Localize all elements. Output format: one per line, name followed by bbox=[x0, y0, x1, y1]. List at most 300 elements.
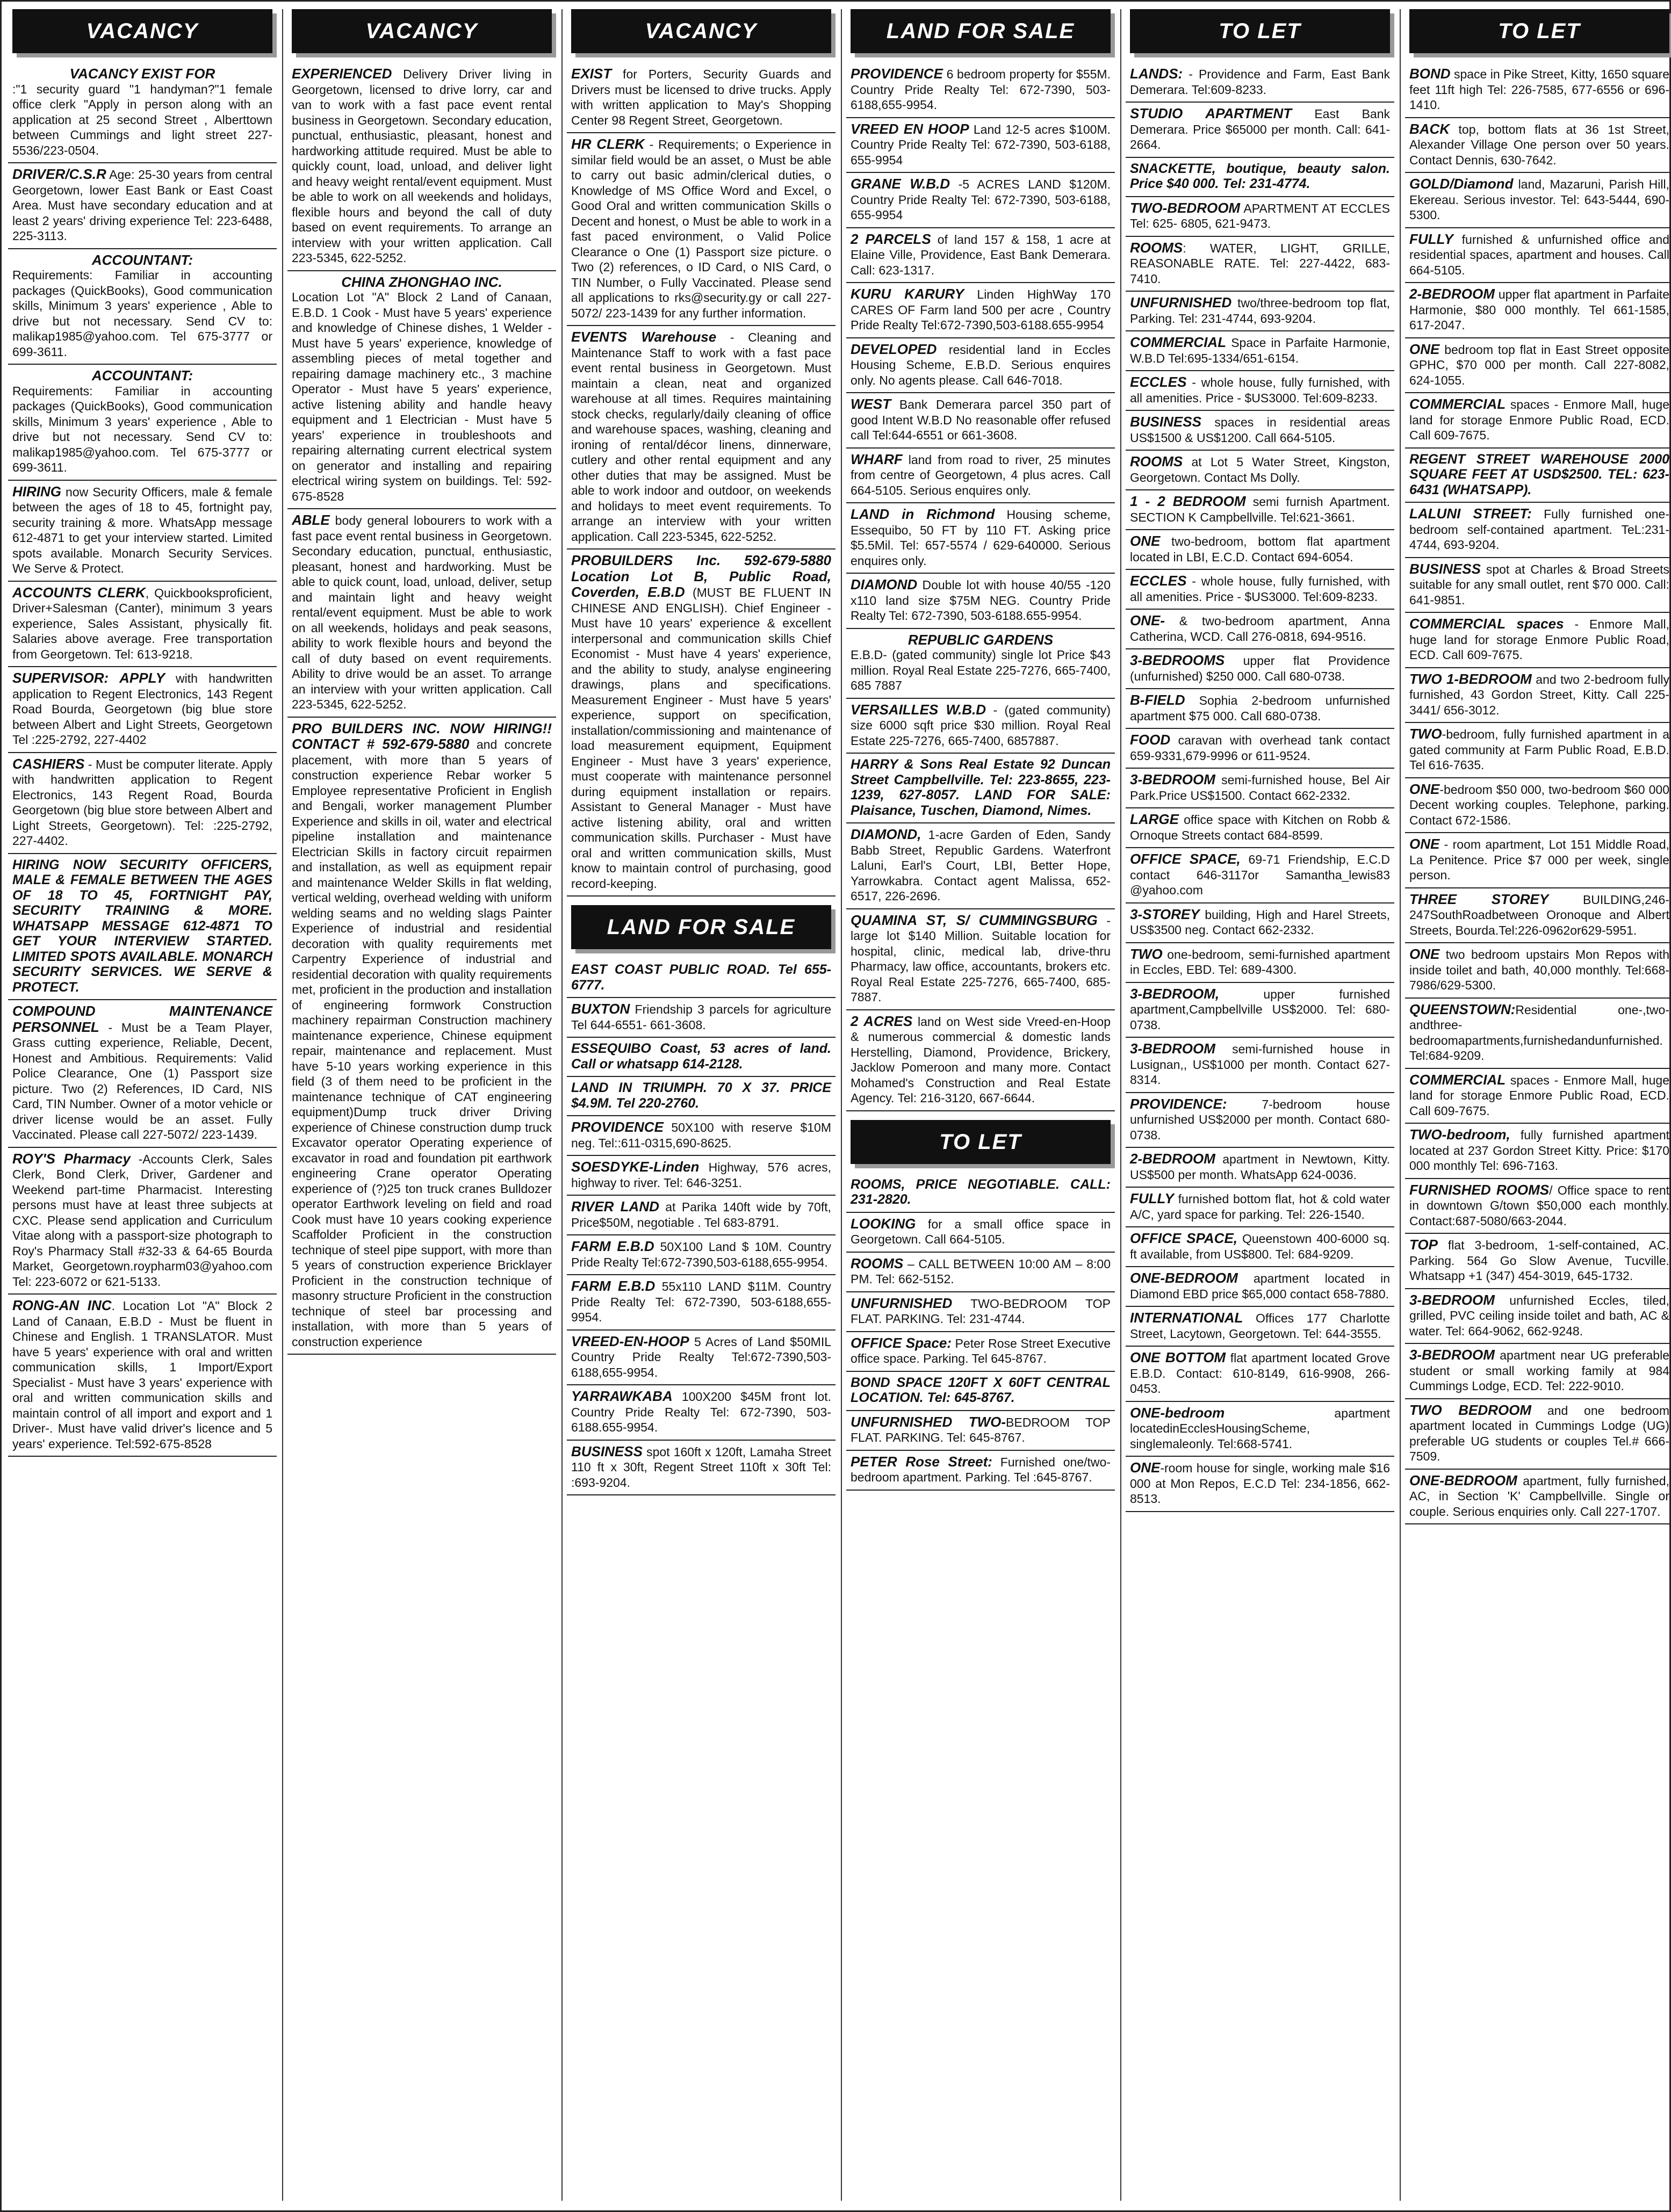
ad-heading: FULLY bbox=[1409, 230, 1453, 247]
column-divider bbox=[561, 9, 563, 2201]
classified-ad bbox=[846, 699, 1115, 754]
ad-heading: ROOMS bbox=[851, 1255, 904, 1271]
ad-heading: DEVELOPED bbox=[851, 341, 937, 357]
classified-ad bbox=[1126, 1457, 1394, 1512]
ad-heading: 2 PARCELS bbox=[851, 230, 931, 247]
ad-body: -bedroom $50 000, two-bedroom $60 000 Decent working couples. Telephone, parking. Contact 672-1586. bbox=[1409, 782, 1669, 827]
ad-heading: VREED-EN-HOOP bbox=[571, 1333, 689, 1349]
ad-body: furnished bottom flat, hot & cold water A/C, yard space for parking. Tel: 226-1540. bbox=[1130, 1192, 1390, 1221]
ad-body: - Cleaning and Maintenance Staff to work with a fast pace event rental business in Georgetown. Must maintain a clean, neat and organized warehouse at all times. Requires maintaining stock checks, regularly/daily cleaning of office and warehouse spaces, washing, cleaning and ironing of rental/décor linens, dinnerware, cutlery and other rental equipment and any other duties that may be assigned. Must be able to work indoor and outdoor, on weekends and holidays to meet event requirements. To arrange an interview with your written application. Call 223-5345, 622-5252. bbox=[571, 330, 831, 544]
ad-heading: BOND bbox=[1409, 66, 1451, 82]
classified-ad bbox=[8, 854, 277, 1001]
ad-heading: BUSINESS bbox=[571, 1443, 643, 1459]
ad-body: land, Mazaruni, Parish Hill, Ekereau. Serious investor. Tel: 643-5444, 690-5300. bbox=[1409, 177, 1669, 222]
ad-body: - Enmore Mall, huge land for storage Enmore Public Road, ECD. Call 609-7675. bbox=[1409, 617, 1669, 662]
ad-body: E.B.D- (gated community) single lot Price $43 million. Royal Real Estate 225-7276, 665-7400, 685 7887 bbox=[851, 648, 1111, 692]
classified-ad bbox=[1405, 338, 1671, 394]
ad-heading: YARRAWKABA bbox=[571, 1388, 673, 1404]
ad-heading: TWO 1-BEDROOM bbox=[1409, 670, 1532, 687]
classified-ad bbox=[567, 550, 836, 897]
classified-ad bbox=[1405, 1470, 1671, 1525]
ad-body: two bedroom upstairs Mon Repos with inside toilet and bath, 40,000 monthly. Tel:668-7986/629-5300. bbox=[1409, 948, 1669, 992]
classified-ad bbox=[1405, 1234, 1671, 1289]
ad-body: Housing scheme, Essequibo, 50 FT by 110 FT. Asking price $5.5Mil. Tel: 657-5574 / 629-640000. Serious enquires only. bbox=[851, 508, 1111, 568]
ad-heading: EXIST bbox=[571, 66, 612, 82]
classified-ad bbox=[846, 173, 1115, 228]
ad-body: 5 Acres of Land $50MIL Country Pride Realty Tel:672-7390,503-6188,655-9954. bbox=[571, 1334, 831, 1379]
classified-ad bbox=[567, 1077, 836, 1116]
classified-ad bbox=[846, 449, 1115, 504]
ad-body: 100X200 $45M front lot. Country Pride Realty Tel: 672-7390, 503-6188.655-9954. bbox=[571, 1390, 831, 1434]
classified-ad bbox=[1405, 613, 1671, 668]
ad-heading: CHINA ZHONGHAO INC. bbox=[341, 273, 502, 290]
ad-body: HARRY & Sons Real Estate 92 Duncan Street Campbellville. Tel: 223-8655, 223-1239, 627-8057. LAND FOR SALE: Plaisance, Tuschen, Diamond, Nimes. bbox=[851, 757, 1111, 818]
ad-heading: 3-BEDROOM bbox=[1409, 1347, 1495, 1363]
ad-body: 7-bedroom house unfurnished US$2000 per month. Contact 680-0738. bbox=[1130, 1097, 1390, 1142]
ad-body: space in Pike Street, Kitty, 1650 square feet 11ft high Tel: 226-7585, 677-6556 or 696-1410. bbox=[1409, 67, 1669, 112]
classified-ad bbox=[1126, 490, 1394, 530]
ad-heading: 3-BEDROOM, bbox=[1130, 985, 1220, 1002]
column-2 bbox=[287, 9, 556, 2201]
ad-heading: TOP bbox=[1409, 1237, 1438, 1253]
classified-ad bbox=[567, 133, 836, 326]
classified-ad bbox=[567, 1235, 836, 1275]
ad-body: – CALL BETWEEN 10:00 AM – 8:00 PM. Tel: 662-5152. bbox=[851, 1256, 1111, 1286]
classified-ad bbox=[287, 509, 556, 718]
ad-body: Residential one-,two-andthree-bedroomapartments,furnishedandunfurnished. Tel:684-9209. bbox=[1409, 1002, 1669, 1062]
classified-ad bbox=[8, 667, 277, 753]
ad-heading: TWO bbox=[1409, 726, 1442, 742]
ad-heading: ONE bbox=[1409, 836, 1440, 852]
ad-heading: BUXTON bbox=[571, 1001, 630, 1017]
ad-body: Queenstown 400-6000 sq. ft available, from US$800. Tel: 684-9209. bbox=[1130, 1232, 1390, 1261]
classified-ad bbox=[846, 338, 1115, 394]
ad-heading: COMPOUND MAINTENANCE PERSONNEL bbox=[12, 1003, 272, 1035]
classified-ad bbox=[846, 1372, 1115, 1411]
classified-ad bbox=[1405, 449, 1671, 503]
ad-heading: PETER Rose Street: bbox=[851, 1453, 992, 1470]
classified-ad bbox=[1405, 999, 1671, 1069]
ad-body: ROOMS, PRICE NEGOTIABLE. CALL: 231-2820. bbox=[851, 1176, 1111, 1207]
section-header: TO LET bbox=[1409, 9, 1669, 53]
ad-body: Fully furnished one-bedroom self-contained apartment. TeL:231-4744, 693-9204. bbox=[1409, 507, 1669, 552]
ad-body: -room house for single, working male $16 000 at Mon Repos, E.C.D Tel: 234-1856, 662-8513. bbox=[1130, 1461, 1390, 1506]
classified-ad bbox=[1405, 668, 1671, 724]
classified-ad bbox=[1126, 1093, 1394, 1148]
ad-heading: BUSINESS bbox=[1130, 414, 1201, 430]
ad-heading: ROY'S Pharmacy bbox=[12, 1150, 131, 1167]
classified-ad bbox=[1126, 1227, 1394, 1267]
ad-heading: ONE bbox=[1409, 780, 1440, 797]
ad-body: EAST COAST PUBLIC ROAD. Tel 655-6777. bbox=[571, 962, 831, 993]
classified-ad bbox=[1126, 689, 1394, 729]
classified-ad bbox=[1126, 848, 1394, 903]
classified-ad bbox=[846, 823, 1115, 909]
ad-body: apartment in Newtown, Kitty. US$500 per month. WhatsApp 624-0036. bbox=[1130, 1152, 1390, 1182]
classified-ad bbox=[1405, 393, 1671, 449]
ad-heading: 3-BEDROOM bbox=[1409, 1291, 1495, 1308]
ad-body: top, bottom flats at 36 1st Street, Alexander Village One person over 50 years. Contact Dennis, 630-7642. bbox=[1409, 122, 1669, 167]
classified-ad bbox=[1126, 729, 1394, 769]
ad-heading: STUDIO APARTMENT bbox=[1130, 105, 1292, 121]
ad-heading: 2 ACRES bbox=[851, 1013, 913, 1029]
ad-heading: PRO BUILDERS INC. NOW HIRING!! CONTACT # 592-679-5880 bbox=[292, 720, 552, 752]
ad-body: - Must be computer literate. Apply with handwritten application to Regent Electronics, 143 Regent Road, Bourda Georgetown (big blue store between Albert and Light Streets, Georgetown). Tel: :225-2792, 227-4402. bbox=[12, 757, 272, 848]
classified-ad bbox=[567, 1331, 836, 1386]
section-header: TO LET bbox=[1130, 9, 1390, 53]
ad-heading: ONE bbox=[1409, 946, 1440, 962]
classified-ad bbox=[8, 481, 277, 582]
classified-ad bbox=[1405, 778, 1671, 834]
classified-ad bbox=[1126, 983, 1394, 1038]
section-header: VACANCY bbox=[292, 9, 552, 53]
ad-heading: TWO BEDROOM bbox=[1409, 1401, 1532, 1418]
classified-ad bbox=[1126, 903, 1394, 943]
classified-ad bbox=[846, 283, 1115, 338]
ad-body: spaces in residential areas US$1500 & US$1200. Call 664-5105. bbox=[1130, 415, 1390, 445]
classified-ad bbox=[1405, 173, 1671, 228]
classified-ad bbox=[567, 998, 836, 1038]
classified-ad bbox=[1126, 1188, 1394, 1227]
ad-body: apartment near UG preferable student or small working family at 984 Cummings Lodge, ECD. Tel: 222-9010. bbox=[1409, 1348, 1669, 1393]
ad-body: :"1 security guard "1 handyman?"1 female office clerk "Apply in person along with an application at 25 second Street , Alberttown between Cummings and light street 227-5536/223-0504. bbox=[12, 82, 272, 157]
classified-ad bbox=[1126, 610, 1394, 649]
ad-body: 69-71 Friendship, E.C.D contact 646-3117or Samantha_lewis83 @yahoo.com bbox=[1130, 852, 1390, 897]
classified-ad bbox=[1405, 1179, 1671, 1234]
section-header: TO LET bbox=[851, 1120, 1111, 1164]
ad-body: APARTMENT AT ECCLES Tel: 625- 6805, 621-9473. bbox=[1130, 201, 1390, 230]
ad-body: 50X100 with reserve $10M neg. Tel::611-0315,690-8625. bbox=[571, 1121, 831, 1150]
ad-body: -Accounts Clerk, Sales Clerk, Bond Clerk, Driver, Gardener and Weekend part-time Pharmacist. Interesting persons must have at least three subjects at CXC. Please send application and Curriculum Vitae along with a passport-size photograph to Roy's Pharmacy Stall #32-33 & 64-65 Bourda Market, Georgetown.roypharm03@yahoo.com Tel: 223-6072 or 621-5133. bbox=[12, 1152, 273, 1289]
ad-heading: ROOMS bbox=[1130, 239, 1183, 256]
ad-heading: ONE-BEDROOM bbox=[1409, 1472, 1517, 1488]
ad-body: -bedroom, fully furnished apartment in a gated community at Farm Public Road, E.B.D. Tel 616-7635. bbox=[1409, 727, 1669, 772]
classified-ad bbox=[567, 1156, 836, 1196]
ad-body: : WATER, LIGHT, GRILLE, REASONABLE RATE. Tel: 227-4422, 683-7410. bbox=[1130, 241, 1390, 286]
ad-body: BUILDING,246-247SouthRoadbetween Oronoque and Albert Streets, Bourda.Tel:226-0962or629-5951. bbox=[1409, 892, 1670, 937]
ad-heading: THREE STOREY bbox=[1409, 891, 1549, 907]
ad-heading: FULLY bbox=[1130, 1190, 1174, 1206]
ad-body: - whole house, fully furnished, with all amenities. Price - $US3000. Tel:609-8233. bbox=[1130, 375, 1390, 405]
ad-heading: ACCOUNTS CLERK bbox=[12, 584, 146, 601]
classified-ad bbox=[567, 1275, 836, 1331]
ad-heading: 3-BEDROOM bbox=[1130, 1040, 1215, 1057]
classified-ad bbox=[846, 909, 1115, 1010]
ad-heading: PROVIDENCE: bbox=[1130, 1095, 1227, 1112]
ad-heading: LAND in Richmond bbox=[851, 506, 995, 522]
ad-heading: TWO-BEDROOM bbox=[1130, 199, 1241, 216]
column-divider bbox=[1120, 9, 1121, 2201]
classified-ad bbox=[1126, 411, 1394, 451]
classified-ad bbox=[1405, 503, 1671, 558]
ad-body: Requirements: Familiar in accounting packages (QuickBooks), Good communication skills, Minimum 3 years' experience , Able to drive but not necessary. Send CV to: malikap1985@yahoo.com. Tel 675-3777 or 699-3611. bbox=[12, 268, 272, 359]
ad-body: and two 2-bedroom fully furnished, 43 Gordon Street, Kitty. Call 225- 3441/ 656-3012. bbox=[1409, 672, 1669, 717]
classified-ad bbox=[846, 1253, 1115, 1292]
ad-heading: 1 - 2 BEDROOM bbox=[1130, 493, 1246, 509]
ad-body: 6 bedroom property for $55M. Country Pride Realty Tel: 672-7390, 503-6188,655-9954. bbox=[851, 67, 1111, 112]
ad-heading: 3-STOREY bbox=[1130, 906, 1200, 922]
ad-heading: BACK bbox=[1409, 120, 1450, 137]
classified-ad bbox=[8, 63, 277, 163]
ad-body: Linden HighWay 170 CARES OF Farm land 500 per acre , Country Pride Realty Tel:672-7390,503-6188.655-9954 bbox=[851, 287, 1111, 332]
classified-ad bbox=[1126, 197, 1394, 237]
classified-ad bbox=[1126, 237, 1394, 292]
ad-heading: COMMERCIAL bbox=[1409, 1071, 1506, 1088]
classified-ad bbox=[1126, 943, 1394, 983]
classified-ad bbox=[846, 503, 1115, 574]
classified-ad bbox=[846, 754, 1115, 823]
classified-ad bbox=[1126, 63, 1394, 103]
classified-ad bbox=[567, 326, 836, 550]
ad-body: / Office space to rent in downtown G/town $50,000 each monthly. Contact:687-5080/663-2044. bbox=[1409, 1183, 1669, 1228]
ad-body: Double lot with house 40/55 -120 x110 land size $75M NEG. Country Pride Realty Tel: 672-7390, 503-6188.655-9954. bbox=[851, 578, 1111, 623]
ad-heading: FARM E.B.D bbox=[571, 1238, 654, 1254]
classified-ad bbox=[846, 1010, 1115, 1111]
ad-heading: FARM E.B.D bbox=[571, 1278, 656, 1294]
ad-body: now Security Officers, male & female between the ages of 18 to 45, fortnight pay, security training & more. WhatsApp message 612-4871 to get your interview started. Limited spots available. Monarch Security Services. We Serve & Protect. bbox=[12, 485, 272, 575]
ad-body: Friendship 3 parcels for agriculture Tel 644-6551- 661-3608. bbox=[571, 1002, 831, 1032]
classified-ad bbox=[287, 271, 556, 510]
ad-heading: 2-BEDROOM bbox=[1409, 286, 1495, 302]
ad-body: unfurnished Eccles, tiled, grilled, PVC ceiling inside toilet and bath, AC & water. Tel: 664-9062, 662-9248. bbox=[1409, 1293, 1669, 1338]
classified-ad bbox=[1126, 331, 1394, 371]
ad-body: spaces - Enmore Mall, huge land for storage Enmore Public Road, ECD. Call 609-7675. bbox=[1409, 1073, 1669, 1118]
ad-body: Offices 177 Charlotte Street, Lacytown, Georgetown. Tel: 644-3555. bbox=[1130, 1311, 1390, 1341]
ad-body: 50X100 Land $ 10M. Country Pride Realty Tel:672-7390,503-6188,655-9954. bbox=[571, 1240, 832, 1269]
ad-heading: PROVIDENCE bbox=[851, 66, 943, 82]
ad-heading: BUSINESS bbox=[1409, 560, 1481, 577]
ad-body: body general lobourers to work with a fast pace event rental business in Georgetown. Secondary education, punctual, enthusiastic, pleasant, honest and hardworking. Must be able to quick count, load, unload, deliver, setup and maintain light and heavy weight rental/event equipment. Must be able to work on all weekends, holidays and peak seasons, ability to work flexible hours and beyond the call of duty based on event requirements. Ability to drive would be an asset. To arrange an interview with your written application. Call 223-5345, 622-5252. bbox=[292, 514, 552, 711]
ad-body: at Parika 140ft wide by 70ft, Price$50M, negotiable . Tel 683-8791. bbox=[571, 1200, 832, 1230]
ad-body: Delivery Driver living in Georgetown, licensed to drive lorry, car and van to work with a fast pace event rental business in Georgetown. Secondary education, punctual, enthusiastic, pleasant, honest and hardworking attitude required. Must be able to quickly count, load, unload, and deliver light and heavy weight rental/event equipment. Must be able to work on all weekends and holidays, flexible hours and beyond the call of duty based on event requirements. To arrange an interview with your written application. Call 223-5345, 622-5252. bbox=[292, 67, 552, 265]
ad-body: SNACKETTE, boutique, beauty salon. Price $40 000. Tel: 231-4774. bbox=[1130, 161, 1390, 191]
ad-heading: ONE-BEDROOM bbox=[1130, 1270, 1238, 1286]
ad-body: spot at Charles & Broad Streets suitable for any small outlet, rent $70 000. Call: 641-9851. bbox=[1409, 562, 1669, 607]
ad-body: for a small office space in Georgetown. Call 664-5105. bbox=[851, 1217, 1111, 1246]
ad-body: (MUST BE FLUENT IN CHINESE AND ENGLISH). Chief Engineer - Must have 10 years' experience & excellent interpersonal and communication skills Chief Economist - Must have 4 years' experience, and the ability to study, analyse engineering drawings, plans and specifications. Measurement Engineer - Must have 5 years' experience, support on specification, installation/commissioning and maintenance of load measurement equipment, Equipment Engineer - Must have 3 years' experience, must cooperate with maintenance personnel during equipment installation or repairs. Assistant to General Manager - Must have active listening ability, oral and written communication skills. Purchaser - Must have oral and written communication skills, Must know to maintain control of purchasing, good record-keeping. bbox=[571, 585, 831, 891]
ad-heading: REPUBLIC GARDENS bbox=[907, 631, 1054, 648]
ad-body: for Porters, Security Guards and Drivers must be licensed to drive trucks. Apply with written application to May's Shopping Center 98 Regent Street, Georgetown. bbox=[571, 67, 831, 127]
ad-body: flat apartment located Grove E.B.D. Contact: 610-8149, 616-9908, 266-0453. bbox=[1130, 1351, 1390, 1396]
classified-ad bbox=[287, 63, 556, 271]
ad-body: with handwritten application to Regent Electronics, 143 Regent Road Bourda, Georgetown (big blue store between Albert and Light Streets, Georgetown Tel :225-2792, 227-4402 bbox=[12, 671, 272, 747]
ad-heading: ROOMS bbox=[1130, 453, 1183, 469]
classified-ad bbox=[1126, 1148, 1394, 1188]
section-header: LAND FOR SALE bbox=[571, 905, 831, 949]
ad-body: apartment locatedinEcclesHousingScheme, singlemaleonly. Tel:668-5741. bbox=[1130, 1406, 1390, 1451]
ad-body: two-bedroom, bottom flat apartment located in LBI, E.C.D. Contact 694-6054. bbox=[1130, 534, 1390, 564]
ad-heading: HIRING bbox=[12, 483, 61, 500]
classified-ad bbox=[1405, 118, 1671, 174]
classified-ad bbox=[1405, 723, 1671, 778]
ad-body: Sophia 2-bedroom unfurnished apartment $75 000. Call 680-0738. bbox=[1130, 693, 1390, 723]
ad-heading: COMMERCIAL spaces bbox=[1409, 616, 1564, 632]
classified-ad bbox=[8, 1295, 277, 1457]
ad-body: flat 3-bedroom, 1-self-contained, AC. Parking. 564 Go Slow Avenue, Tucville. Whatsapp +1 (347) 454-3019, 645-1732. bbox=[1409, 1238, 1669, 1283]
ad-body: Furnished one/two-bedroom apartment. Parking. Tel :645-8767. bbox=[851, 1455, 1111, 1484]
classified-ad bbox=[1405, 1399, 1671, 1470]
classified-ad bbox=[1126, 1307, 1394, 1347]
section-header: LAND FOR SALE bbox=[851, 9, 1111, 53]
classified-ad bbox=[1126, 1402, 1394, 1457]
ad-body: bedroom top flat in East Street opposite GPHC, $70 000 per month. Call 227-8082, 624-1055. bbox=[1409, 342, 1669, 387]
ad-heading: LANDS: bbox=[1130, 66, 1183, 82]
ad-body: caravan with overhead tank contact 659-9331,679-9996 or 611-9524. bbox=[1130, 733, 1390, 763]
ad-body: semi furnish Apartment. SECTION K Campbellville. Tel:621-3661. bbox=[1130, 495, 1390, 524]
ad-heading: 2-BEDROOM bbox=[1130, 1151, 1215, 1167]
ad-body: ESSEQUIBO Coast, 53 acres of land. Call or whatsapp 614-2128. bbox=[571, 1041, 831, 1072]
ad-body: semi-furnished house, Bel Air Park.Price US$1500. Contact 662-2332. bbox=[1130, 773, 1390, 803]
ad-body: two/three-bedroom top flat, Parking. Tel: 231-4744, 693-9204. bbox=[1130, 296, 1390, 326]
ad-body: apartment located in Diamond EBD price $65,000 contact 658-7880. bbox=[1130, 1271, 1390, 1301]
classified-ad bbox=[1126, 1038, 1394, 1093]
ad-body: Bank Demerara parcel 350 part of good Intent W.B.D No reasonable offer refused call Tel:644-6551 or 661-3608. bbox=[851, 397, 1111, 442]
ad-body: - whole house, fully furnished, with all amenities. Price - $US3000. Tel:609-8233. bbox=[1130, 574, 1390, 604]
ad-body: at Lot 5 Water Street, Kingston, Georgetown. Contact Ms Dolly. bbox=[1130, 455, 1390, 485]
ad-body: TWO-BEDROOM TOP FLAT. PARKING. Tel: 231-4744. bbox=[851, 1296, 1111, 1326]
ad-heading: 3-BEDROOMS bbox=[1130, 652, 1225, 668]
ad-body: HIRING NOW SECURITY OFFICERS, MALE & FEMALE BETWEEN THE AGES OF 18 TO 45, FORTNIGHT PAY, SECURITY TRAINING & MORE. WHATSAPP MESSAGE 612-4871 TO GET YOUR INTERVIEW STARTED. LIMITED SPOTS AVAILABLE. MONARCH SECURITY SERVICES. WE SERVE & PROTECT. bbox=[12, 857, 272, 995]
ad-body: - Providence and Farm, East Bank Demerara. Tel:609-8233. bbox=[1130, 67, 1390, 97]
ad-heading: HR CLERK bbox=[571, 136, 645, 152]
column-divider bbox=[841, 9, 842, 2201]
classified-ad bbox=[8, 753, 277, 854]
ad-body: fully furnished apartment located at 237 Gordon Street Kitty. Price: $170 000 monthly Tel: 696-7163. bbox=[1409, 1128, 1669, 1173]
classified-ad bbox=[1405, 558, 1671, 613]
classified-ad bbox=[1126, 649, 1394, 689]
classified-ad bbox=[846, 1174, 1115, 1213]
classified-ad bbox=[1126, 570, 1394, 610]
ad-heading: ONE-bedroom bbox=[1130, 1404, 1225, 1421]
ad-heading: FURNISHED ROOMS bbox=[1409, 1181, 1550, 1198]
ad-body: Space in Parfaite Harmonie, W.B.D Tel:695-1334/651-6154. bbox=[1130, 336, 1390, 365]
ad-heading: ACCOUNTANT: bbox=[91, 251, 193, 268]
ad-heading: GRANE W.B.D bbox=[851, 176, 950, 192]
column-5 bbox=[1126, 9, 1394, 2201]
classified-ad bbox=[8, 249, 277, 365]
classified-ad bbox=[1405, 283, 1671, 338]
ad-heading: OFFICE SPACE, bbox=[1130, 1230, 1238, 1246]
ad-body: semi-furnished house in Lusignan,, US$1000 per month. Contact 627-8314. bbox=[1130, 1042, 1390, 1087]
ad-body: - (gated community) size 6000 sqft price $30 million. Royal Real Estate 225-7276, 665-7400, 6857887. bbox=[851, 703, 1111, 748]
ad-body: Location Lot "A" Block 2 Land of Canaan, E.B.D. 1 Cook - Must have 5 years' experience and knowledge of Chinese dishes, 1 Welder - Must have 5 years' experience, knowledge of assembling pieces of metal together and repairing damage machinery etc., 3 machine Operator - Must have 5 years' experience, active listening ability and handle heavy equipment and 1 Electrician - Must have 5 years' experience in troubleshoots and repairing alternating current electrical system on generator and installing and repairing electrical wiring system on buildings. Tel: 592-675-8528 bbox=[292, 290, 552, 503]
ad-heading: GOLD/Diamond bbox=[1409, 176, 1514, 192]
ad-body: BOND SPACE 120FT X 60FT CENTRAL LOCATION. Tel: 645-8767. bbox=[851, 1375, 1111, 1405]
ad-heading: KURU KARURY bbox=[851, 286, 964, 302]
ad-heading: UNFURNISHED TWO- bbox=[851, 1413, 1006, 1430]
classified-ad bbox=[1405, 1124, 1671, 1179]
ad-heading: ECCLES bbox=[1130, 573, 1187, 589]
ad-heading: SUPERVISOR: APPLY bbox=[12, 670, 165, 686]
ad-heading: QUEENSTOWN: bbox=[1409, 1001, 1516, 1017]
ad-body: furnished & unfurnished office and residential spaces, apartment and houses. Call 664-5105. bbox=[1409, 232, 1669, 277]
column-3 bbox=[567, 9, 836, 2201]
ad-body: Age: 25-30 years from central Georgetown, lower East Bank or East Coast Area. Must have secondary education and at least 2 years' driving experience Tel: 223-6488, 225-3113. bbox=[12, 168, 272, 243]
ad-heading: VERSAILLES W.B.D bbox=[851, 701, 986, 718]
classified-ad bbox=[1405, 1344, 1671, 1399]
classified-ad bbox=[1405, 833, 1671, 888]
ad-heading: OFFICE Space: bbox=[851, 1334, 952, 1351]
classified-ad bbox=[8, 582, 277, 668]
ad-heading: LALUNI STREET: bbox=[1409, 505, 1532, 522]
ad-heading: FOOD bbox=[1130, 732, 1171, 748]
ad-body: - large lot $140 Million. Suitable location for hospital, clinic, medical lab, drive-thru Pharmacy, law office, accountants, brokers etc. Royal Real Estate 225-7276, 665-7400, 685-7887. bbox=[851, 913, 1111, 1004]
ad-heading: LOOKING bbox=[851, 1215, 916, 1232]
ad-body: & two-bedroom apartment, Anna Catherina, WCD. Call 276-0818, 694-9516. bbox=[1130, 614, 1390, 644]
ad-body: building, High and Harel Streets, US$3500 neg. Contact 662-2332. bbox=[1130, 907, 1390, 937]
ad-body: . Location Lot "A" Block 2 Land of Canaan, E.B.D - Must be fluent in Chinese and English. 1 TRANSLATOR. Must have 5 years' experience with oral and written communication skills, 1 Import/Export Specialist - Must have 3 years' experience with oral and written communication skills and maintain control of all import and export and 1 Driver-. Must have valid driver's licence and 5 years' experience. Tel:592-675-8528 bbox=[12, 1299, 272, 1451]
ad-heading: DRIVER/C.S.R bbox=[12, 166, 106, 182]
classified-ad bbox=[1126, 158, 1394, 197]
classified-ad bbox=[846, 228, 1115, 284]
ad-body: upper flat Providence (unfurnished) $250 000. Call 680-0738. bbox=[1130, 654, 1390, 683]
ad-heading: CASHIERS bbox=[12, 755, 85, 772]
ad-body: land on West side Vreed-en-Hoop & numerous commercial & domestic lands Herstelling, Diamond, Providence, Brickery, Jacklow Pomeroon and many more. Contact Mohamed's Construction and Real Estate Agency. Tel: 216-3120, 667-6644. bbox=[851, 1014, 1111, 1105]
classified-ad bbox=[846, 1292, 1115, 1332]
ad-heading: ONE bbox=[1409, 341, 1440, 357]
ad-body: BEDROOM TOP FLAT. PARKING. Tel: 645-8767. bbox=[851, 1415, 1111, 1444]
ad-body: Peter Rose Street Executive office space. Parking. Tel 645-8767. bbox=[851, 1336, 1111, 1365]
ad-heading: RIVER LAND bbox=[571, 1198, 659, 1215]
ad-heading: ABLE bbox=[292, 512, 330, 528]
ad-body: , Quickbooksproficient, Driver+Salesman (Canter), minimum 3 years experience, Sales Assistant, physically fit. Salaries above average. Free transportation from Georgetown. Tel: 613-9218. bbox=[12, 585, 272, 661]
ad-heading: DIAMOND bbox=[851, 576, 918, 592]
classified-ad bbox=[846, 1332, 1115, 1372]
ad-body: spot 160ft x 120ft, Lamaha Street 110 ft x 30ft, Regent Street 110ft x 30ft Tel: :693-9204. bbox=[571, 1444, 831, 1490]
classified-ad bbox=[1126, 1347, 1394, 1402]
classified-ad bbox=[1405, 888, 1671, 944]
ad-heading: COMMERCIAL bbox=[1409, 396, 1506, 412]
ad-heading: INTERNATIONAL bbox=[1130, 1310, 1243, 1326]
ad-body: upper flat apartment in Parfaite Harmonie, $80 000 monthly. Tel 661-1585, 617-2047. bbox=[1409, 287, 1669, 332]
ad-heading: EXPERIENCED bbox=[292, 66, 392, 82]
ad-heading: VREED EN HOOP bbox=[851, 120, 969, 137]
classified-ad bbox=[846, 118, 1115, 174]
ad-body: 1-acre Garden of Eden, Sandy Babb Street, Republic Gardens. Waterfront Laluni, Earl's Court, LBI, Better Hope, Yarrowkabra. Contact agent Malissa, 652-6517, 226-2696. bbox=[851, 828, 1111, 903]
classified-ad bbox=[1405, 1069, 1671, 1124]
classified-ad bbox=[1126, 103, 1394, 158]
ad-heading: ECCLES bbox=[1130, 374, 1187, 390]
ad-heading: PROBUILDERS Inc. 592-679-5880 Location Lot B, Public Road, Coverden, E.B.D bbox=[571, 552, 831, 600]
ad-body: Highway, 576 acres, highway to river. Tel: 646-3251. bbox=[571, 1160, 831, 1190]
ad-heading: EVENTS Warehouse bbox=[571, 329, 717, 345]
ad-body: -5 ACRES LAND $120M. Country Pride Realty Tel: 672-7390, 503-6188, 655-9954 bbox=[851, 177, 1111, 222]
ad-body: and concrete placement, with more than 5 years of construction experience Rebar worker 5 Employee representative Proficient in English and Bengali, worker management Plumber Experience and skills in oil, water and electrical pipeline installation and maintenance Electrician Skills in factory circuit repairmen and installation, as well as equipment repair and maintenance Welder Skills in flat welding, vertical welding, overhead welding with uniform welding seams and no welding slags Painter Experience of industrial and residential decoration with quality requirements met Carpentry Experience of industrial and residential decoration with quality requirements met, proficient in the production and installation of engineering formwork Construction machinery repairman Construction machinery maintenance experience, Chinese equipment repair, maintenance and replacement. Must have 5-10 years working experience in this field (3 of them need to be proficient in the maintenance technique of CAT engineering equipment)Dump truck driver Driving experience of Chinese construction dump truck Excavator operator Operating experience of excavator in road and foundation pit earthwork engineering Crane operator Operating experience of (?)25 ton truck cranes Bulldozer operator Earthwork leveling on field and road Cook must have 10 years cooking experience Scaffolder Proficient in the construction technique of steel pipe support, with more than 5 years of construction experience Bricklayer Proficient in the construction technique of masonry structure Proficient in the construction technique of steel bar processing and installation, with more than 5 years of construction experience bbox=[292, 738, 552, 1349]
classified-ad bbox=[846, 393, 1115, 449]
column-divider bbox=[1400, 9, 1401, 2201]
ad-body: East Bank Demerara. Price $65000 per month. Call: 641-2664. bbox=[1130, 107, 1390, 151]
classified-ad bbox=[846, 1451, 1115, 1491]
ad-heading: ONE- bbox=[1130, 612, 1165, 628]
ad-body: office space with Kitchen on Robb & Ornoque Streets contact 684-8599. bbox=[1130, 813, 1390, 842]
ad-heading: ONE bbox=[1130, 1459, 1161, 1476]
ad-body: Requirements: Familiar in accounting packages (QuickBooks), Good communication skills, Minimum 3 years' experience , Able to drive but not necessary. Send CV to: malikap1985@yahoo.com. Tel 675-3777 or 699-3611. bbox=[12, 384, 272, 474]
classified-ad bbox=[1126, 808, 1394, 848]
ad-heading: TWO-bedroom, bbox=[1409, 1126, 1510, 1143]
ad-heading: ONE bbox=[1130, 533, 1161, 549]
ad-heading: UNFURNISHED bbox=[1130, 294, 1232, 310]
ad-body: 55x110 LAND $11M. Country Pride Realty Tel: 672-7390, 503-6188,655-9954. bbox=[571, 1280, 831, 1324]
classified-ad bbox=[8, 1148, 277, 1295]
ad-heading: LARGE bbox=[1130, 811, 1179, 827]
ad-heading: QUAMINA ST, S/ CUMMINGSBURG bbox=[851, 912, 1098, 928]
classified-ad bbox=[567, 1441, 836, 1496]
classified-ad bbox=[1126, 292, 1394, 331]
ad-body: of land 157 & 158, 1 acre at Elaine Ville, Providence, East Bank Demerara. Call: 623-1317. bbox=[851, 232, 1111, 277]
classified-ad bbox=[8, 163, 277, 249]
ad-heading: RONG-AN INC bbox=[12, 1297, 112, 1313]
classified-ad bbox=[567, 959, 836, 998]
